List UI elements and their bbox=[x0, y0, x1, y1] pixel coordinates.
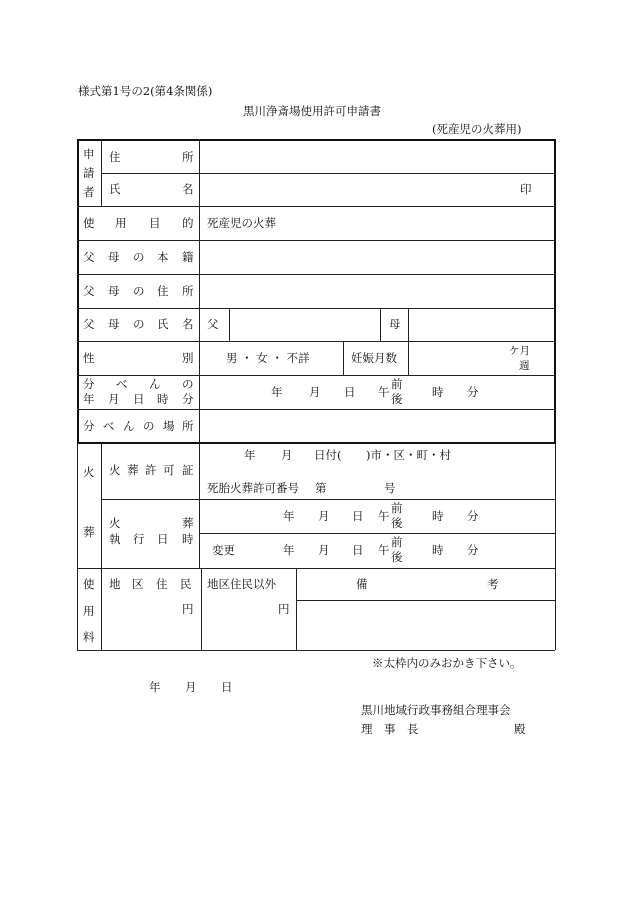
form-subtitle: (死産児の火葬用) bbox=[432, 122, 522, 136]
address-label-1: 住 bbox=[109, 150, 121, 164]
exec-l2-2: 行 bbox=[133, 532, 145, 546]
sex-label-2: 別 bbox=[182, 351, 194, 365]
exec-year: 年 bbox=[283, 509, 295, 523]
remarks-label-1: 備 bbox=[356, 577, 368, 591]
unit-month: ケ月 bbox=[509, 345, 530, 357]
permit-l-5: 証 bbox=[182, 463, 194, 477]
exec-l2-3: 日 bbox=[157, 532, 169, 546]
exec-l2-1: 執 bbox=[109, 532, 121, 546]
change-day: 日 bbox=[352, 543, 364, 557]
parents-name-label-5: 名 bbox=[182, 317, 194, 331]
fee-group-1: 使 bbox=[83, 577, 95, 591]
delivery-time-l2-5: 分 bbox=[182, 392, 194, 406]
father-name-field[interactable] bbox=[233, 311, 377, 338]
domicile-label-5: 籍 bbox=[182, 250, 194, 264]
unit-week: 週 bbox=[519, 360, 530, 372]
delivery-hour: 時 bbox=[432, 385, 444, 399]
domicile-label-4: 本 bbox=[157, 250, 169, 264]
applicant-address-field[interactable] bbox=[204, 145, 552, 171]
change-minute: 分 bbox=[467, 543, 479, 557]
permit-day: 日付( bbox=[314, 448, 342, 462]
parents-name-label-1: 父 bbox=[83, 317, 95, 331]
parents-name-label-2: 母 bbox=[108, 317, 120, 331]
delivery-place-l-6: 所 bbox=[182, 419, 194, 433]
note: ※太枠内のみおかき下さい。 bbox=[372, 656, 522, 670]
change-hour: 時 bbox=[432, 543, 444, 557]
change-am: 午 bbox=[378, 543, 390, 557]
sex-label-1: 性 bbox=[83, 351, 95, 365]
domicile-label-2: 母 bbox=[108, 250, 120, 264]
resident-l-3: 住 bbox=[156, 577, 168, 591]
delivery-year: 年 bbox=[271, 385, 283, 399]
delivery-after: 後 bbox=[391, 392, 403, 406]
parents-address-label-3: の bbox=[133, 284, 145, 298]
domicile-label-1: 父 bbox=[83, 250, 95, 264]
parents-address-label-2: 母 bbox=[108, 284, 120, 298]
change-after: 後 bbox=[391, 550, 403, 564]
exec-after: 後 bbox=[391, 516, 403, 530]
parents-domicile-field[interactable] bbox=[204, 244, 552, 271]
permit-municipality[interactable]: )市・区・町・村 bbox=[366, 448, 451, 462]
delivery-time-l2-3: 日 bbox=[133, 392, 145, 406]
change-year: 年 bbox=[283, 543, 295, 557]
permit-year: 年 bbox=[244, 448, 256, 462]
applicant-name-field[interactable] bbox=[204, 177, 504, 203]
name-label-1: 氏 bbox=[109, 182, 121, 196]
change-before: 前 bbox=[391, 535, 403, 549]
resident-l-1: 地 bbox=[109, 577, 121, 591]
purpose-label-4: 的 bbox=[182, 216, 194, 230]
delivery-time-l2-1: 年 bbox=[83, 392, 95, 406]
change-month: 月 bbox=[318, 543, 330, 557]
nonresident-label: 地区住民以外 bbox=[207, 577, 276, 591]
recipient-2: 事 bbox=[384, 722, 396, 736]
parents-address-label-5: 所 bbox=[182, 284, 194, 298]
delivery-am: 午 bbox=[378, 385, 390, 399]
delivery-month: 月 bbox=[309, 385, 321, 399]
exec-hour: 時 bbox=[432, 509, 444, 523]
parents-address-label-4: 住 bbox=[157, 284, 169, 298]
resident-l-2: 区 bbox=[132, 577, 144, 591]
recipient-1: 理 bbox=[361, 722, 373, 736]
delivery-day: 日 bbox=[344, 385, 356, 399]
exec-minute: 分 bbox=[467, 509, 479, 523]
purpose-value: 死産児の火葬 bbox=[207, 216, 276, 230]
exec-l1-2: 葬 bbox=[182, 516, 194, 530]
delivery-time-l1-4: の bbox=[182, 377, 194, 391]
exec-day: 日 bbox=[352, 509, 364, 523]
purpose-label-1: 使 bbox=[83, 216, 95, 230]
pregnancy-months-label: 妊娠月数 bbox=[351, 351, 397, 365]
mother-name-field[interactable] bbox=[412, 311, 552, 338]
exec-am: 午 bbox=[378, 509, 390, 523]
parents-name-label-3: の bbox=[133, 317, 145, 331]
form-title: 黒川浄斎場使用許可申請書 bbox=[243, 104, 381, 118]
nonresident-yen: 円 bbox=[278, 602, 290, 616]
delivery-before: 前 bbox=[391, 377, 403, 391]
mother-label: 母 bbox=[389, 317, 401, 331]
resident-l-4: 民 bbox=[180, 577, 192, 591]
delivery-place-l-4: の bbox=[143, 419, 155, 433]
delivery-time-l1-1: 分 bbox=[83, 377, 95, 391]
remarks-label-2: 考 bbox=[487, 577, 499, 591]
address-label-2: 所 bbox=[182, 150, 194, 164]
father-label: 父 bbox=[207, 317, 219, 331]
delivery-place-l-2: べ bbox=[103, 419, 115, 433]
honorific: 殿 bbox=[514, 722, 526, 736]
org-name: 黒川地域行政事務組合理事会 bbox=[361, 703, 511, 717]
remarks-field[interactable] bbox=[300, 604, 552, 648]
parents-name-label-4: 氏 bbox=[157, 317, 169, 331]
fee-group-2: 用 bbox=[83, 604, 95, 618]
form-number: 様式第1号の2(第4条関係) bbox=[78, 84, 213, 98]
permit-l-1: 火 bbox=[109, 463, 121, 477]
recipient-3: 長 bbox=[407, 722, 419, 736]
exec-month: 月 bbox=[318, 509, 330, 523]
delivery-time-l1-2: べ bbox=[116, 377, 128, 391]
purpose-label-3: 目 bbox=[149, 216, 161, 230]
fee-group-3: 料 bbox=[83, 630, 95, 644]
exec-l1-1: 火 bbox=[109, 516, 121, 530]
applicant-group-label: 申 請 者 bbox=[83, 147, 95, 199]
parents-address-field[interactable] bbox=[204, 278, 552, 305]
permit-number-label: 死胎火葬許可番号 bbox=[207, 481, 299, 495]
delivery-place-field[interactable] bbox=[204, 413, 552, 440]
exec-l2-4: 時 bbox=[182, 532, 194, 546]
delivery-place-l-1: 分 bbox=[83, 419, 95, 433]
permit-l-4: 可 bbox=[163, 463, 175, 477]
delivery-time-l2-2: 月 bbox=[108, 392, 120, 406]
sex-options[interactable]: 男 ・ 女 ・ 不詳 bbox=[226, 351, 310, 365]
permit-month: 月 bbox=[281, 448, 293, 462]
delivery-place-l-3: ん bbox=[123, 419, 135, 433]
delivery-place-l-5: 場 bbox=[163, 419, 175, 433]
permit-number-suffix: 号 bbox=[384, 481, 396, 495]
permit-l-2: 葬 bbox=[127, 463, 139, 477]
parents-address-label-1: 父 bbox=[83, 284, 95, 298]
delivery-time-l2-4: 時 bbox=[157, 392, 169, 406]
footer-month: 月 bbox=[185, 680, 197, 694]
resident-yen: 円 bbox=[182, 602, 194, 616]
permit-number-prefix: 第 bbox=[315, 481, 327, 495]
delivery-time-l1-3: ん bbox=[149, 377, 161, 391]
permit-l-3: 許 bbox=[145, 463, 157, 477]
exec-before: 前 bbox=[391, 501, 403, 515]
cremation-group-2: 葬 bbox=[83, 525, 95, 539]
delivery-minute: 分 bbox=[467, 385, 479, 399]
footer-year: 年 bbox=[149, 680, 161, 694]
seal-mark: 印 bbox=[520, 182, 532, 196]
domicile-label-3: の bbox=[133, 250, 145, 264]
change-label: 変更 bbox=[212, 543, 235, 557]
name-label-2: 名 bbox=[182, 182, 194, 196]
pregnancy-months-field[interactable] bbox=[412, 345, 502, 372]
cremation-group-1: 火 bbox=[83, 465, 95, 479]
purpose-label-2: 用 bbox=[115, 216, 127, 230]
footer-day: 日 bbox=[221, 680, 233, 694]
